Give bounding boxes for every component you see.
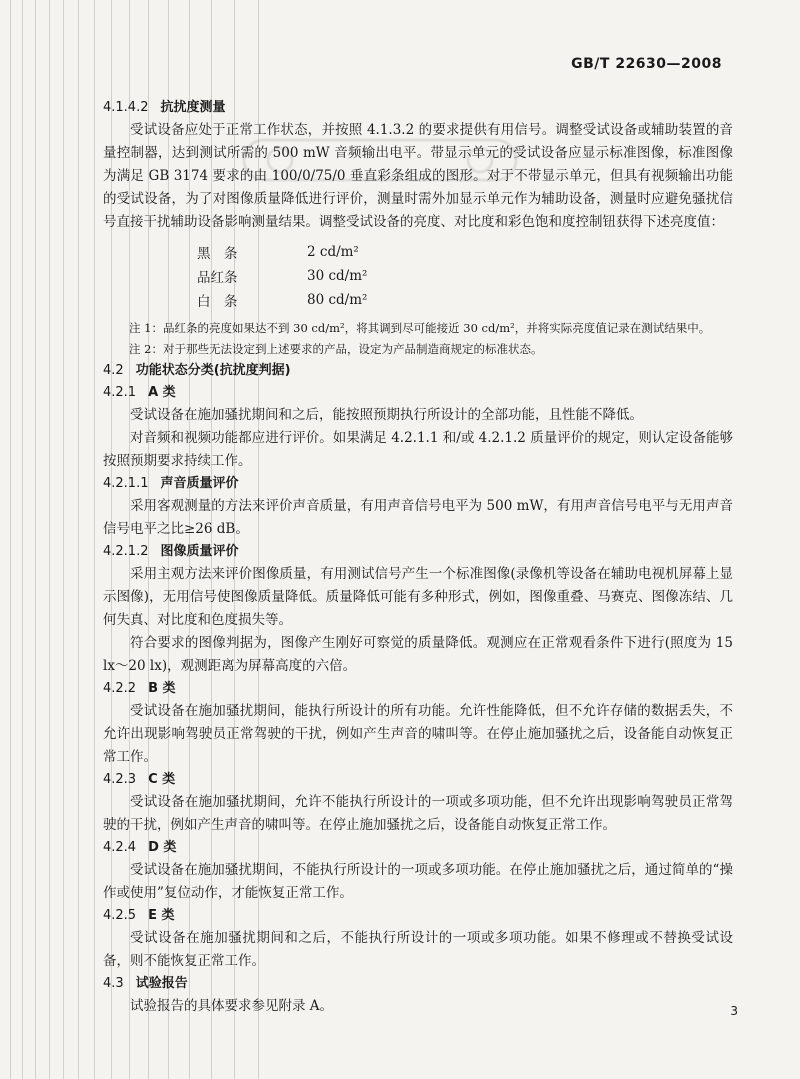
section-number: 4.1.4.2 [103,100,149,115]
section-number: 4.2.4 [103,840,137,855]
section-heading [103,97,733,119]
table-row [197,264,367,288]
bar-name: 白 条 [197,294,238,310]
page-number: 3 [730,1004,738,1018]
section-heading [103,678,733,700]
section-title: 抗扰度测量 [160,100,226,115]
document-body [103,97,733,1018]
table-row [197,288,367,312]
section-heading [103,769,733,791]
bar-name: 品红条 [197,270,238,286]
section-title: 图像质量评价 [160,544,239,559]
section-title: E 类 [148,908,175,923]
standard-number: GB/T 22630—2008 [571,56,722,72]
section-heading [103,541,733,563]
luminance-value: 2 cd/m² [307,244,359,260]
paragraph: 受试设备在施加骚扰期间，能执行所设计的所有功能。允许性能降低，但不允许存储的数据丢失，不允许出现影响驾驶员正常驾驶的干扰，例如产生声音的啸叫等。在停止施加骚扰之后，设备能自动恢复正常工作。 [103,703,733,765]
section-title: 声音质量评价 [160,476,239,491]
note: 注 2：对于那些无法设定到上述要求的产品，设定为产品制造商规定的标准状态。 [129,342,543,356]
luminance-value: 30 cd/m² [307,268,368,284]
section-title: C 类 [148,772,176,787]
section-number: 4.2 [103,363,124,378]
bar-name: 黑 条 [197,246,238,262]
section-number: 4.2.1.1 [103,476,149,491]
table-row [197,240,367,264]
paragraph: 受试设备在施加骚扰期间，不能执行所设计的一项或多项功能。在停止施加骚扰之后，通过简单的“操作或使用”复位动作，才能恢复正常工作。 [103,862,733,901]
section-heading [103,905,733,927]
section-heading [103,973,733,995]
section-number: 4.2.3 [103,772,137,787]
luminance-table [197,240,367,312]
section-number: 4.3 [103,976,124,991]
section-heading [103,837,733,859]
section-number: 4.2.1 [103,385,137,400]
section-title: D 类 [148,840,177,855]
luminance-value: 80 cd/m² [307,292,368,308]
section-number: 4.2.2 [103,681,137,696]
section-number: 4.2.1.2 [103,544,149,559]
paragraph: 采用客观测量的方法来评价声音质量，有用声音信号电平为 500 mW，有用声音信号电平与无用声音信号电平之比≥26 dB。 [103,498,733,537]
section-title: 功能状态分类(抗扰度判据) [135,363,291,378]
paragraph: 对音频和视频功能都应进行评价。如果满足 4.2.1.1 和/或 4.2.1.2 质量评价的规定，则认定设备能够按照预期要求持续工作。 [103,430,733,469]
section-title: B 类 [148,681,176,696]
section-title: 试验报告 [135,976,188,991]
paragraph: 受试设备在施加骚扰期间和之后，不能执行所设计的一项或多项功能。如果不修理或不替换受试设备，则不能恢复正常工作。 [103,930,733,969]
paragraph: 受试设备在施加骚扰期间，允许不能执行所设计的一项或多项功能，但不允许出现影响驾驶员正常驾驶的干扰，例如产生声音的啸叫等。在停止施加骚扰之后，设备能自动恢复正常工作。 [103,794,733,833]
paragraph: 符合要求的图像判据为，图像产生刚好可察觉的质量降低。观测应在正常观看条件下进行(照度为 15 lx～20 lx)，观测距离为屏幕高度的六倍。 [103,635,733,674]
paragraph: 受试设备应处于正常工作状态，并按照 4.1.3.2 的要求提供有用信号。调整受试设备或辅助装置的音量控制器，达到测试所需的 500 mW 音频输出电平。带显示单元的受试设备应显示标准图像，标准图像为满足 GB 3174 要求的由 100/0/75/0 垂直彩条组成的图形。对于不带显示单元，但具有视频输出功能的受试设备，为了对图像质量降低进行评价，测量时需外加显示单元作为辅助设备，测量时应避免骚扰信号直接干扰辅助设备影响测量结果。调整受试设备的亮度、对比度和彩色饱和度控制钮获得下述亮度值： [103,122,733,230]
paragraph: 采用主观方法来评价图像质量，有用测试信号产生一个标准图像(录像机等设备在辅助电视机屏幕上显示图像)，无用信号使图像质量降低。质量降低可能有多种形式，例如，图像重叠、马赛克、图像冻结、几何失真、对比度和色度损失等。 [103,566,733,628]
paragraph: 试验报告的具体要求参见附录 A。 [130,998,334,1014]
paragraph: 受试设备在施加骚扰期间和之后，能按照预期执行所设计的全部功能，且性能不降低。 [130,407,643,423]
section-number: 4.2.5 [103,908,137,923]
section-heading [103,473,733,495]
section-title: A 类 [148,385,176,400]
section-heading [103,382,733,404]
section-heading [103,360,733,382]
note: 注 1：品红条的亮度如果达不到 30 cd/m²，将其调到尽可能接近 30 cd/m²，并将实际亮度值记录在测试结果中。 [129,321,711,335]
